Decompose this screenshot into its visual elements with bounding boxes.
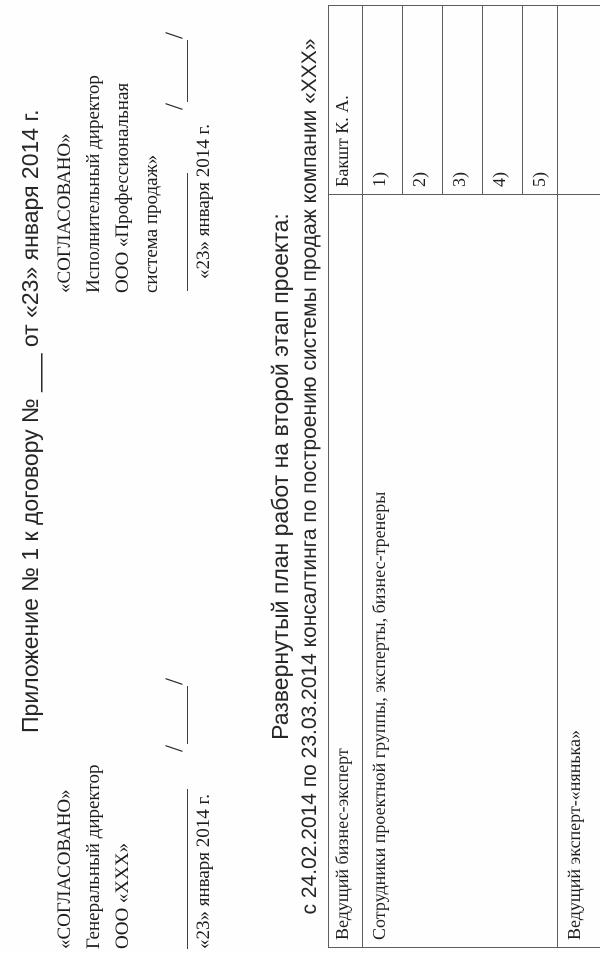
approval-block-left (50, 765, 137, 949)
approval-right-company-2: система продаж» (141, 154, 162, 293)
signature-gap (164, 753, 188, 789)
approval-block-right (50, 75, 166, 293)
plan-period: с 24.02.2014 по 23.03.2014 консалтинга по построению системы продаж компании «ХХХ» (298, 38, 321, 915)
header-cell-name: Бакшт К. А. (332, 95, 352, 187)
approval-left-status: «СОГЛАСОВАНО» (54, 789, 75, 949)
approval-right-company-1: ООО «Профессиональная (112, 82, 133, 293)
table-expert-row (558, 6, 600, 947)
work-plan-table (328, 5, 600, 948)
approval-left-company: ООО «ХХХ» (112, 842, 133, 949)
team-item-cell: 5) (529, 172, 549, 187)
table-header-row (329, 6, 363, 947)
team-items-column (363, 6, 557, 194)
signature-slash: / (161, 745, 188, 752)
expert-value-cell (558, 6, 600, 194)
approval-right-role: Исполнительный директор (83, 75, 104, 293)
signature-slash: / (161, 32, 188, 40)
team-item-cell: 3) (443, 6, 483, 194)
signature-underline (163, 686, 188, 744)
signature-slash: / (161, 678, 188, 686)
approval-left-date: «23» января 2014 г. (193, 794, 214, 949)
plan-title: Развернутый план работ на второй этап проекта: (267, 213, 293, 740)
approval-right-status: «СОГЛАСОВАНО» (54, 133, 75, 293)
signature-underline (163, 789, 188, 949)
document-title: Приложение № 1 к договору № ___ от «23» января 2014 г. (17, 109, 43, 733)
team-item-cell: 1) (363, 6, 403, 194)
signature-underline (163, 173, 188, 291)
signature-line-left (162, 677, 188, 949)
team-item-cell: 2) (403, 6, 443, 194)
table-team-row (363, 6, 558, 947)
team-item-cell: 4) (483, 6, 523, 194)
approval-right-date: «23» января 2014 г. (193, 124, 214, 279)
signature-slash: / (161, 103, 188, 110)
expert-label-cell: Ведущий эксперт-«нянька» (558, 194, 600, 947)
approval-left-role: Генеральный директор (83, 764, 104, 949)
team-label-cell: Сотрудники проектной группы, эксперты, бизнес-тренеры (363, 194, 557, 947)
signature-line-right (162, 31, 188, 291)
signature-underline (163, 40, 188, 102)
signature-gap (164, 111, 188, 173)
header-cell-lead-expert: Ведущий бизнес-эксперт (329, 194, 362, 947)
